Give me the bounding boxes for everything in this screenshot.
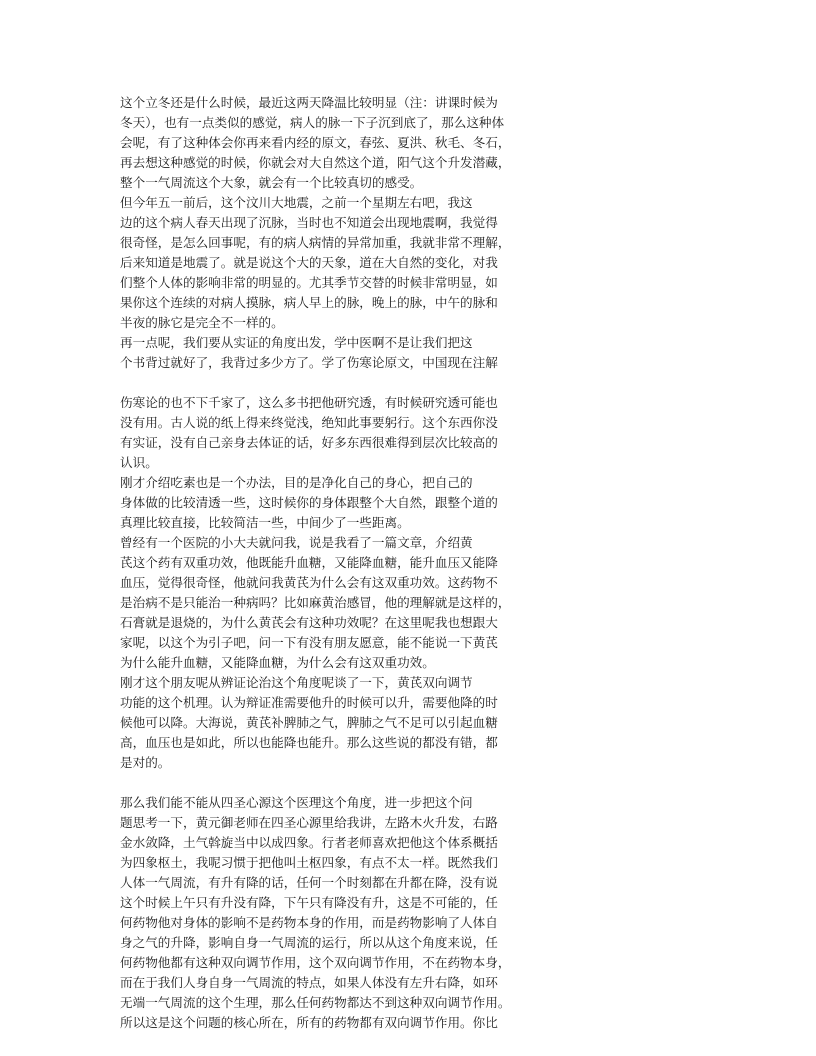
text-line: 所以这是这个问题的核心所在，所有的药物都有双向调节作用。你比 bbox=[120, 1015, 498, 1030]
text-line: 候他可以降。大海说，黄芪补脾肺之气，脾肺之气不足可以引起血糖 bbox=[120, 715, 498, 730]
text-line: 身之气的升降，影响自身一气周流的运行，所以从这个角度来说，任 bbox=[120, 935, 498, 950]
text-line: 伤寒论的也不下千家了，这么多书把他研究透，有时候研究透可能也 bbox=[120, 395, 498, 410]
text-line: 金水敛降，土气斡旋当中以成四象。行者老师喜欢把他这个体系概括 bbox=[120, 835, 498, 850]
paragraph bbox=[120, 673, 560, 773]
text-line: 身体做的比较清透一些，这时候你的身体跟整个大自然，跟整个道的 bbox=[120, 495, 498, 510]
blank-line bbox=[120, 373, 560, 393]
paragraph bbox=[120, 393, 560, 473]
text-line: 但今年五一前后，这个汶川大地震，之前一个星期左右吧，我这 bbox=[120, 195, 473, 210]
text-line: 后来知道是地震了。就是说这个大的天象，道在大自然的变化，对我 bbox=[120, 255, 498, 270]
text-line: 是治病不是只能治一种病吗？比如麻黄治感冒，他的理解就是这样的， bbox=[120, 595, 511, 610]
text-line: 石膏就是退烧的，为什么黄芪会有这种功效呢？在这里呢我也想跟大 bbox=[120, 615, 498, 630]
text-line: 血压，觉得很奇怪，他就问我黄芪为什么会有这双重功效。这药物不 bbox=[120, 575, 498, 590]
paragraph bbox=[120, 193, 560, 333]
text-line: 再去想这种感觉的时候，你就会对大自然这个道，阳气这个升发潜藏， bbox=[120, 155, 511, 170]
text-line: 真理比较直接，比较简洁一些，中间少了一些距离。 bbox=[120, 515, 410, 530]
text-line: 何药物他对身体的影响不是药物本身的作用，而是药物影响了人体自 bbox=[120, 915, 498, 930]
text-line: 再一点呢，我们要从实证的角度出发，学中医啊不是让我们把这 bbox=[120, 335, 473, 350]
text-line: 是对的。 bbox=[120, 755, 171, 770]
text-line: 题思考一下，黄元御老师在四圣心源里给我讲，左路木火升发，右路 bbox=[120, 815, 498, 830]
text-line: 这个时候上午只有升没有降，下午只有降没有升，这是不可能的，任 bbox=[120, 895, 498, 910]
text-line: 果你这个连续的对病人摸脉，病人早上的脉，晚上的脉，中午的脉和 bbox=[120, 295, 498, 310]
text-line: 芪这个药有双重功效，他既能升血糖，又能降血糖，能升血压又能降 bbox=[120, 555, 498, 570]
text-line: 认识。 bbox=[120, 455, 158, 470]
text-line: 人体一气周流，有升有降的话，任何一个时刻都在升都在降，没有说 bbox=[120, 875, 498, 890]
text-line: 这个立冬还是什么时候，最近这两天降温比较明显（注：讲课时候为 bbox=[120, 95, 498, 110]
text-line: 个书背过就好了，我背过多少方了。学了伤寒论原文，中国现在注解 bbox=[120, 355, 498, 370]
paragraph bbox=[120, 793, 560, 1033]
text-line: 刚才介绍吃素也是一个办法，目的是净化自己的身心，把自己的 bbox=[120, 475, 473, 490]
paragraph bbox=[120, 473, 560, 533]
text-line: 高，血压也是如此，所以也能降也能升。那么这些说的都没有错，都 bbox=[120, 735, 498, 750]
text-line: 功能的这个机理。认为辩证准需要他升的时候可以升，需要他降的时 bbox=[120, 695, 498, 710]
text-line: 没有用。古人说的纸上得来终觉浅，绝知此事要躬行。这个东西你没 bbox=[120, 415, 498, 430]
text-line: 边的这个病人春天出现了沉脉，当时也不知道会出现地震啊，我觉得 bbox=[120, 215, 498, 230]
text-line: 曾经有一个医院的小大夫就问我，说是我看了一篇文章，介绍黄 bbox=[120, 535, 473, 550]
text-line: 为什么能升血糖，又能降血糖，为什么会有这双重功效。 bbox=[120, 655, 435, 670]
text-line: 为四象枢土，我呢习惯于把他叫土枢四象，有点不太一样。既然我们 bbox=[120, 855, 498, 870]
text-line: 那么我们能不能从四圣心源这个医理这个角度，进一步把这个问 bbox=[120, 795, 473, 810]
text-line: 而在于我们人身自身一气周流的特点，如果人体没有左升右降，如环 bbox=[120, 975, 498, 990]
text-line: 无端一气周流的这个生理，那么任何药物都达不到这种双向调节作用。 bbox=[120, 995, 511, 1010]
text-line: 会呢，有了这种体会你再来看内经的原文，春弦、夏洪、秋毛、冬石， bbox=[120, 135, 511, 150]
text-line: 半夜的脉它是完全不一样的。 bbox=[120, 315, 284, 330]
text-line: 冬天），也有一点类似的感觉，病人的脉一下子沉到底了，那么这种体 bbox=[120, 115, 505, 130]
text-line: 整个一气周流这个大象，就会有一个比较真切的感受。 bbox=[120, 175, 423, 190]
text-line: 有实证，没有自己亲身去体证的话，好多东西很难得到层次比较高的 bbox=[120, 435, 498, 450]
text-line: 很奇怪，是怎么回事呢，有的病人病情的异常加重，我就非常不理解， bbox=[120, 235, 511, 250]
text-line: 家呢，以这个为引子吧，问一下有没有朋友愿意，能不能说一下黄芪 bbox=[120, 635, 498, 650]
paragraph bbox=[120, 533, 560, 673]
text-line: 刚才这个朋友呢从辨证论治这个角度呢谈了一下，黄芪双向调节 bbox=[120, 675, 473, 690]
text-line: 何药物他都有这种双向调节作用，这个双向调节作用，不在药物本身， bbox=[120, 955, 511, 970]
blank-line bbox=[120, 773, 560, 793]
paragraph bbox=[120, 333, 560, 373]
document-page bbox=[120, 93, 560, 1033]
text-line: 们整个人体的影响非常的明显的。尤其季节交替的时候非常明显，如 bbox=[120, 275, 498, 290]
paragraph bbox=[120, 93, 560, 193]
